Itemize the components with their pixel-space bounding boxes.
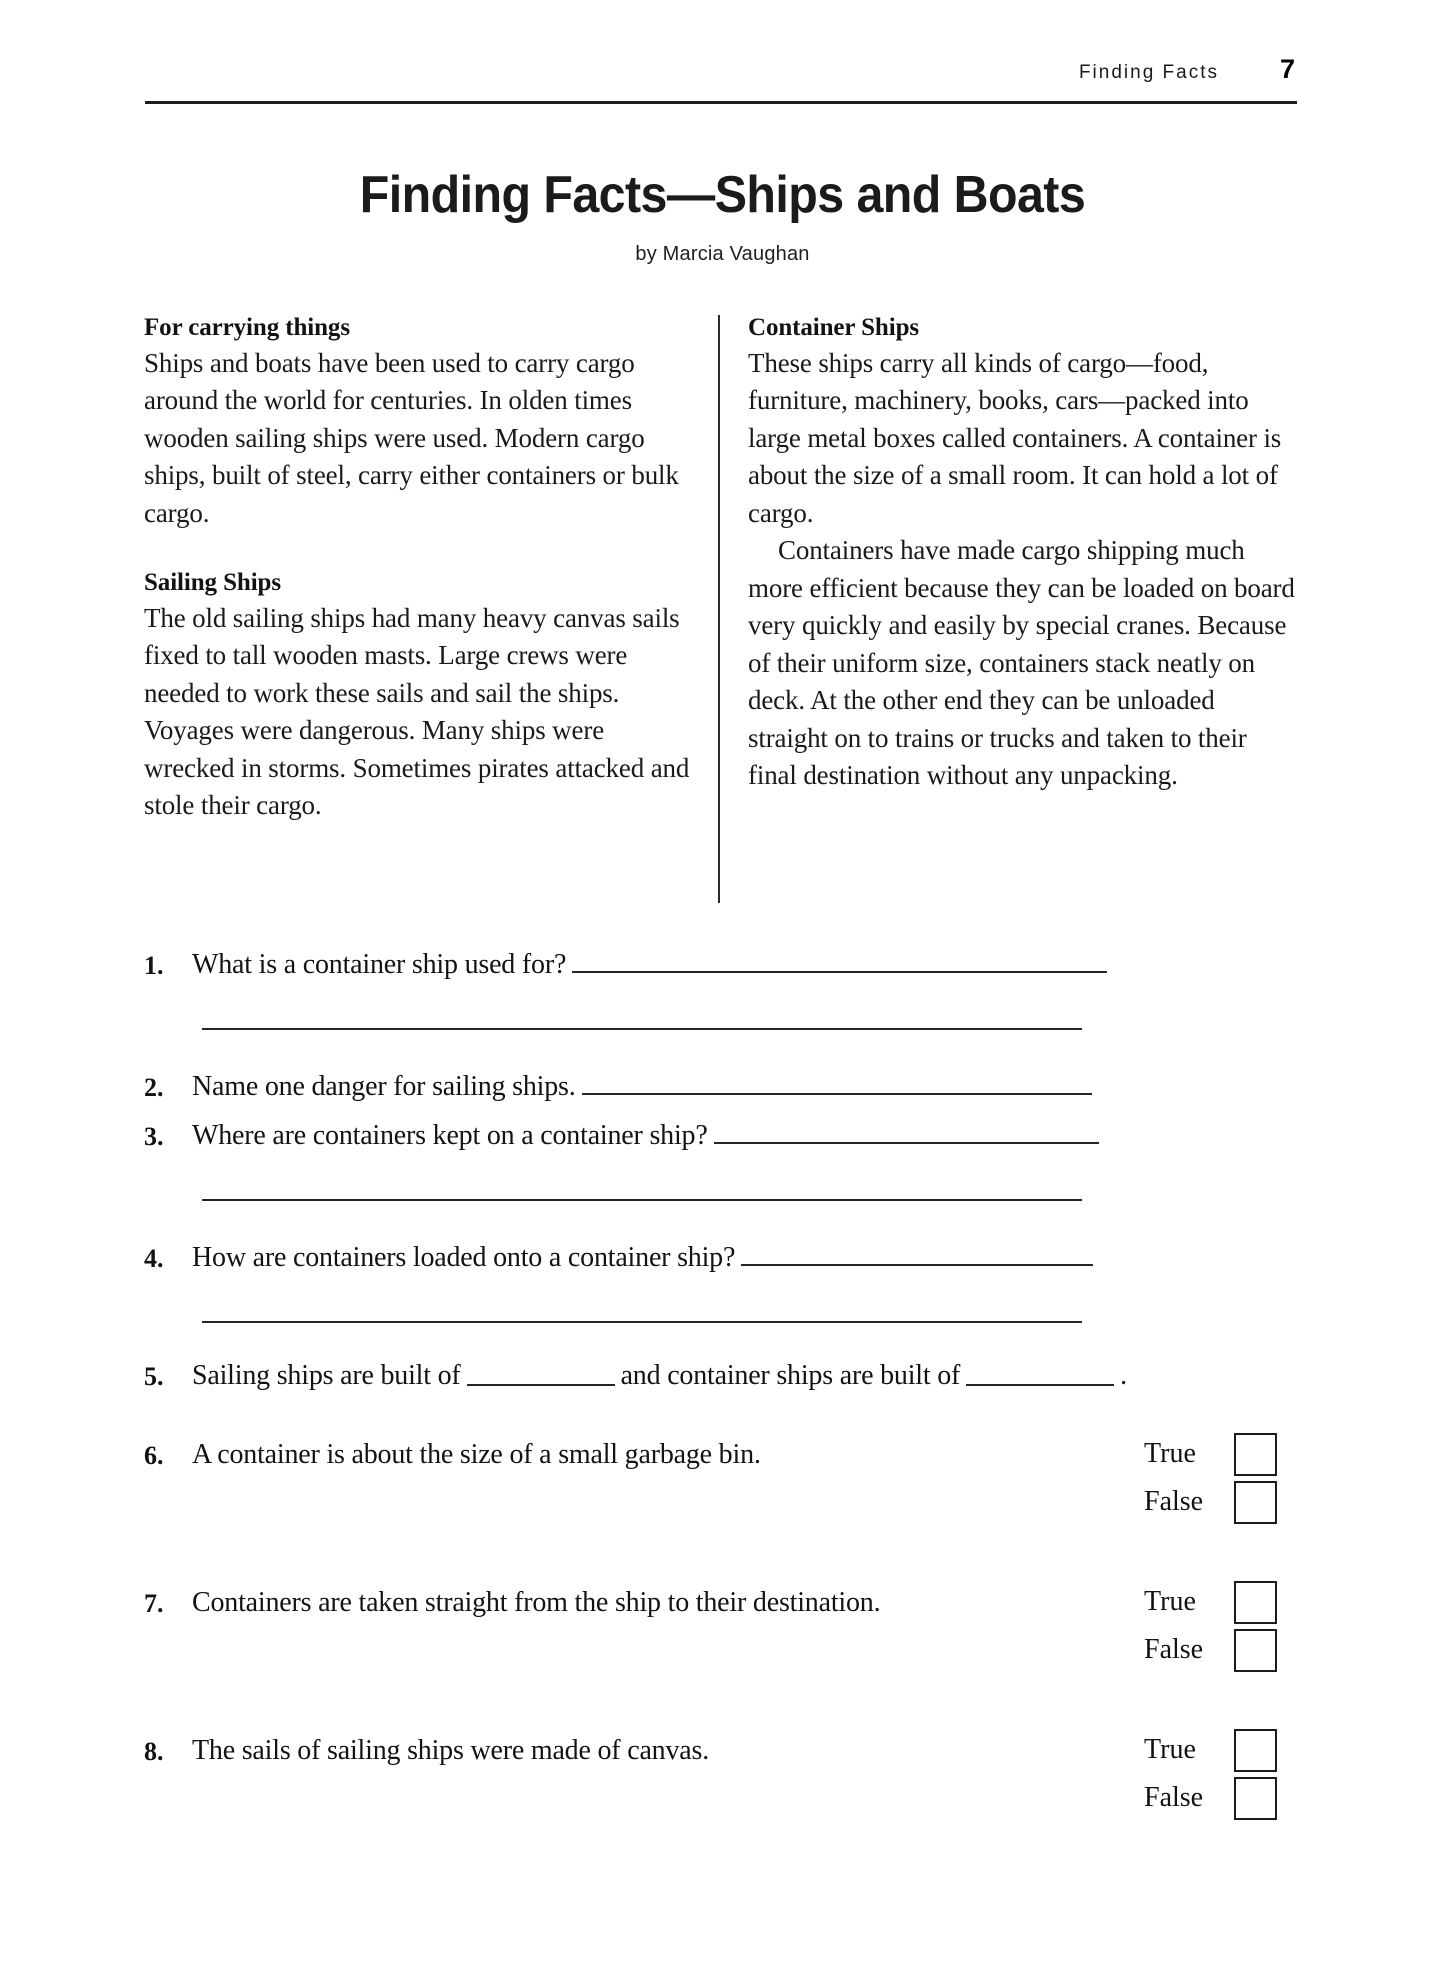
question-body (192, 1586, 1304, 1686)
question-text-row (192, 948, 1304, 982)
section-heading: Sailing Ships (144, 569, 281, 596)
answer-line[interactable] (582, 1073, 1092, 1095)
question-text: The sails of sailing ships were made of canvas. (192, 1735, 710, 1766)
column-divider (718, 315, 720, 903)
checkbox-false[interactable] (1234, 1481, 1277, 1524)
true-label: True (1144, 1438, 1196, 1469)
answer-line[interactable] (202, 1028, 1082, 1030)
checkbox-false[interactable] (1234, 1629, 1277, 1672)
fill-blank-2[interactable] (966, 1364, 1114, 1386)
true-label: True (1144, 1734, 1196, 1765)
false-option[interactable] (1144, 1478, 1304, 1526)
right-column (748, 313, 1296, 795)
running-head-title: Finding Facts (1078, 62, 1219, 83)
section-heading: For carrying things (144, 314, 350, 341)
question-number: 3. (144, 1122, 164, 1151)
header-rule (145, 101, 1297, 104)
question-body (192, 1438, 1304, 1538)
question-number: 6. (144, 1441, 164, 1470)
section-paragraph: Containers have made cargo shipping much more efficient because they can be loaded on board very quickly and easily by special cranes. Because of their uniform size, containers stack neatly on deck. At the other end they can be unloaded straight on to trains or trucks and taken to their final destination without any unpacking. (748, 535, 1295, 790)
question-text-part-3: . (1120, 1360, 1127, 1391)
answer-line[interactable] (202, 1199, 1082, 1201)
checkbox-true[interactable] (1234, 1581, 1277, 1624)
article-body (144, 313, 1296, 903)
question-body (192, 1359, 1304, 1393)
section-heading: Container Ships (748, 314, 920, 341)
true-option[interactable] (1144, 1430, 1304, 1478)
question-text: Where are containers kept on a container ship? (192, 1120, 708, 1151)
checkbox-true[interactable] (1234, 1729, 1277, 1772)
false-option[interactable] (1144, 1626, 1304, 1674)
section-spacer (144, 532, 692, 568)
true-label: True (1144, 1586, 1196, 1617)
question-4 (144, 1241, 1304, 1323)
question-text-row (192, 1070, 1304, 1104)
true-false-group (1144, 1430, 1304, 1526)
answer-line[interactable] (202, 1321, 1082, 1323)
answer-line[interactable] (572, 951, 1107, 973)
section-paragraph: The old sailing ships had many heavy canvas sails fixed to tall wooden masts. Large crews were needed to work these sails and sail the ships. Voyages were dangerous. Many ships were wrecked in storms. Sometimes pirates attacked and stole their cargo. (144, 602, 690, 820)
fill-blank-1[interactable] (467, 1364, 615, 1386)
question-text: What is a container ship used for? (192, 949, 567, 980)
question-text-part-2: and container ships are built of (620, 1360, 961, 1391)
question-body (192, 1241, 1304, 1323)
question-2 (144, 1070, 1304, 1105)
question-text: A container is about the size of a small garbage bin. (192, 1439, 761, 1470)
question-text: Name one danger for sailing ships. (192, 1071, 576, 1102)
section-sailing-ships (144, 568, 692, 825)
running-head (145, 54, 1295, 85)
section-container-ships (748, 313, 1296, 795)
question-number: 1. (144, 951, 164, 980)
section-paragraph: Ships and boats have been used to carry cargo around the world for centuries. In olden times wooden sailing ships were used. Modern cargo ships, built of steel, carry either containers or bulk cargo. (144, 347, 679, 528)
left-column (144, 313, 692, 825)
question-text: How are containers loaded onto a container ship? (192, 1242, 736, 1273)
question-number: 7. (144, 1589, 164, 1618)
question-body (192, 1119, 1304, 1201)
byline: by Marcia Vaughan (635, 243, 810, 265)
question-6 (144, 1438, 1304, 1538)
page-number: 7 (1279, 54, 1295, 84)
question-text-row (192, 1241, 1304, 1275)
question-body (192, 948, 1304, 1030)
question-text: Containers are taken straight from the ship to their destination. (192, 1587, 881, 1618)
checkbox-true[interactable] (1234, 1433, 1277, 1476)
true-option[interactable] (1144, 1726, 1304, 1774)
question-number: 8. (144, 1737, 164, 1766)
true-false-group (1144, 1578, 1304, 1674)
question-5 (144, 1359, 1304, 1394)
question-number: 5. (144, 1362, 164, 1391)
question-7 (144, 1586, 1304, 1686)
false-label: False (1144, 1486, 1204, 1517)
question-text-part-1: Sailing ships are built of (192, 1360, 461, 1391)
question-body (192, 1070, 1304, 1104)
question-number: 4. (144, 1244, 164, 1273)
questions-list (144, 948, 1304, 1834)
false-label: False (1144, 1634, 1204, 1665)
answer-line[interactable] (714, 1122, 1099, 1144)
question-text-row (192, 1119, 1304, 1153)
checkbox-false[interactable] (1234, 1777, 1277, 1820)
true-false-group (1144, 1726, 1304, 1822)
question-number: 2. (144, 1073, 164, 1102)
false-label: False (1144, 1782, 1204, 1813)
answer-line[interactable] (741, 1244, 1093, 1266)
question-body (192, 1734, 1304, 1834)
question-text-row (192, 1359, 1304, 1393)
true-option[interactable] (1144, 1578, 1304, 1626)
section-paragraph: These ships carry all kinds of cargo—food, furniture, machinery, books, cars—packed into large metal boxes called containers. A container is about the size of a small room. It can hold a lot of cargo. (748, 347, 1282, 528)
question-8 (144, 1734, 1304, 1834)
section-for-carrying-things (144, 313, 692, 532)
question-3 (144, 1119, 1304, 1201)
false-option[interactable] (1144, 1774, 1304, 1822)
page-title: Finding Facts—Ships and Boats (359, 166, 1086, 224)
question-1 (144, 948, 1304, 1030)
